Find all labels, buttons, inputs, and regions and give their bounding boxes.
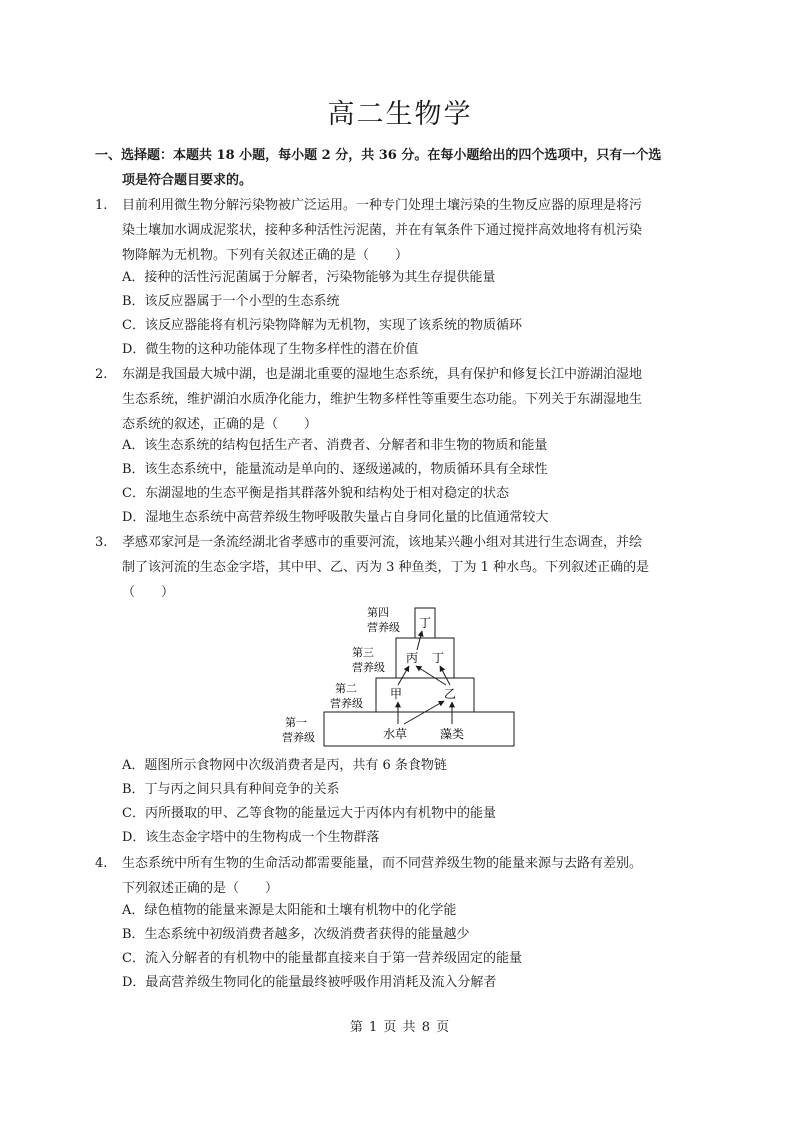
option-c: C．该反应器能将有机污染物降解为无机物，实现了该系统的物质循环 — [122, 318, 522, 333]
option-c: C．流入分解者的有机物中的能量都直接来自于第一营养级固定的能量 — [122, 951, 522, 966]
arrow-jia-bing — [398, 666, 409, 685]
level3-label: 第三 — [352, 646, 374, 659]
level1-label: 营养级 — [282, 731, 315, 744]
level2-label: 第二 — [335, 682, 357, 695]
question-stem — [122, 193, 707, 268]
ecological-pyramid-figure — [280, 600, 520, 750]
level4-label: 营养级 — [367, 621, 400, 634]
option-b: B．该生态系统中，能量流动是单向的、逐级递减的，物质循环具有全球性 — [122, 462, 548, 477]
stem-line: 目前利用微生物分解污染物被广泛运用。一种专门处理土壤污染的生物反应器的原理是将污 — [122, 198, 643, 213]
option-a: A．绿色植物的能量来源是太阳能和土壤有机物中的化学能 — [122, 903, 457, 918]
level4-label: 第四 — [367, 606, 389, 619]
arrow-bing-ding — [417, 631, 422, 650]
option-d: D．微生物的这种功能体现了生物多样性的潜在价值 — [122, 342, 419, 357]
stem-line: 物降解为无机物。下列有关叙述正确的是（ ） — [122, 248, 409, 263]
stem-line: 制了该河流的生态金字塔，其中甲、乙、丙为 3 种鱼类，丁为 1 种水鸟。下列叙述正确的是 — [122, 560, 650, 575]
tier-1-box — [324, 712, 514, 746]
option-a: A．题图所示食物网中次级消费者是丙，共有 6 条食物链 — [122, 758, 447, 773]
question-stem — [122, 851, 707, 901]
level2-label: 营养级 — [330, 697, 363, 710]
option-c: C．丙所摄取的甲、乙等食物的能量远大于丙体内有机物中的能量 — [122, 806, 496, 821]
stem-line: 态系统的叙述，正确的是（ ） — [122, 417, 318, 432]
organism-shuicao: 水草 — [383, 727, 408, 741]
page-footer: 第 1 页 共 8 页 — [349, 1020, 451, 1035]
question-number: 3. — [95, 535, 108, 550]
option-b: B．该反应器属于一个小型的生态系统 — [122, 294, 340, 309]
section-heading — [95, 143, 715, 193]
option-a: A．接种的活性污泥菌属于分解者，污染物能够为其生存提供能量 — [122, 270, 496, 285]
question-number: 1. — [95, 198, 108, 213]
question-number: 2. — [95, 367, 108, 382]
stem-line: （ ） — [122, 585, 175, 600]
organism-yi: 乙 — [444, 687, 457, 701]
option-d: D．最高营养级生物同化的能量最终被呼吸作用消耗及流入分解者 — [122, 975, 497, 990]
section-heading-line: 项是符合题目要求的。 — [122, 173, 253, 188]
stem-line: 染土壤加水调成泥浆状，接种多种活性污泥菌，并在有氧条件下通过搅拌高效地将有机污染 — [122, 223, 643, 238]
organism-zaolei: 藻类 — [440, 727, 465, 741]
question-number: 4. — [95, 856, 108, 871]
option-d: D．湿地生态系统中高营养级生物呼吸散失量占自身同化量的比值通常较大 — [122, 510, 549, 525]
option-c: C．东湖湿地的生态平衡是指其群落外貌和结构处于相对稳定的状态 — [122, 486, 509, 501]
level3-label: 营养级 — [352, 661, 385, 674]
option-b: B．生态系统中初级消费者越多，次级消费者获得的能量越少 — [122, 927, 470, 942]
organism-jia: 甲 — [390, 687, 403, 701]
organism-bing: 丙 — [406, 651, 419, 665]
option-d: D．该生态金字塔中的生物构成一个生物群落 — [122, 830, 380, 845]
question-stem — [122, 362, 707, 437]
organism-ding-mid: 丁 — [432, 651, 445, 665]
stem-line: 东湖是我国最大城中湖，也是湖北重要的湿地生态系统，具有保护和修复长江中游湖泊湿地 — [122, 367, 643, 382]
option-b: B．丁与丙之间只具有种间竞争的关系 — [122, 782, 340, 797]
stem-line: 下列叙述正确的是（ ） — [122, 881, 279, 896]
stem-line: 生态系统中所有生物的生命活动都需要能量，而不同营养级生物的能量来源与去路有差别。 — [122, 856, 643, 871]
question-stem — [122, 530, 707, 605]
option-a: A．该生态系统的结构包括生产者、消费者、分解者和非生物的物质和能量 — [122, 438, 548, 453]
section-heading-line: 一、选择题：本题共 18 小题，每小题 2 分，共 36 分。在每小题给出的四个选项中，只有一个选 — [95, 148, 662, 163]
stem-line: 生态系统，维护湖泊水质净化能力，维护生物多样性等重要生态功能。下列关于东湖湿地生 — [122, 392, 643, 407]
level1-label: 第一 — [285, 716, 307, 729]
organism-ding-top: 丁 — [419, 616, 432, 630]
stem-line: 孝感邓家河是一条流经湖北省孝感市的重要河流，该地某兴趣小组对其进行生态调查，并绘 — [122, 535, 643, 550]
page-title: 高二生物学 — [327, 99, 473, 130]
